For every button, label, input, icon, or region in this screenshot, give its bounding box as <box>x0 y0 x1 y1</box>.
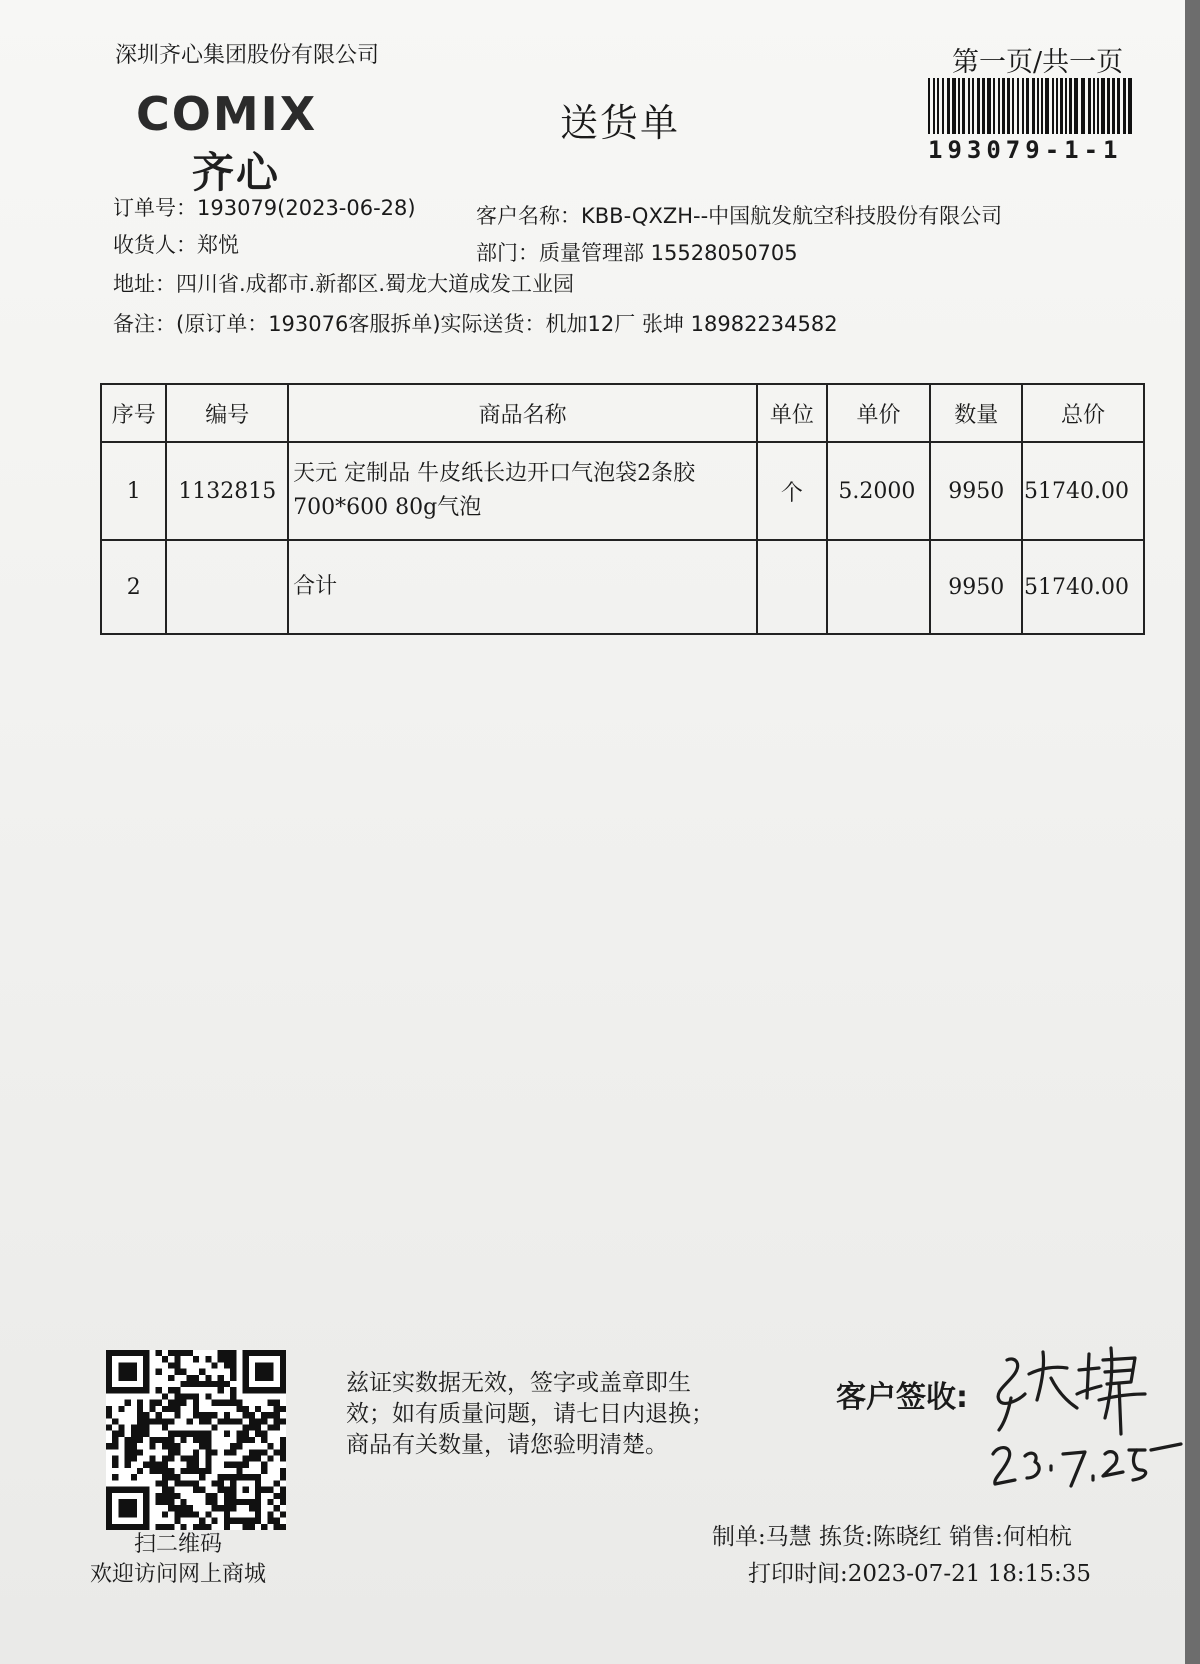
qr-caption-line2: 欢迎访问网上商城 <box>90 1562 267 1587</box>
order-number: 订单号：193079(2023-06-28) <box>113 196 416 220</box>
cell-qty: 9950 <box>930 540 1022 634</box>
cell-code: 1132815 <box>166 442 288 540</box>
notice-line1: 兹证实数据无效，签字或盖章即生 <box>346 1370 691 1396</box>
qr-code-icon <box>106 1350 286 1530</box>
table-row <box>101 442 1144 540</box>
address: 地址：四川省.成都市.新都区.蜀龙大道成发工业园 <box>113 272 575 296</box>
barcode-number: 193079-1-1 <box>928 136 1123 164</box>
customer-sign-label: 客户签收: <box>836 1380 968 1415</box>
col-code: 编号 <box>166 384 288 442</box>
cell-name-line1: 天元 定制品 牛皮纸长边开口气泡袋2条胶 <box>293 461 696 486</box>
cell-total: 51740.00 <box>1022 540 1144 634</box>
cell-name <box>288 442 757 540</box>
department: 部门：质量管理部 15528050705 <box>476 241 798 265</box>
col-seq: 序号 <box>101 384 166 442</box>
customer-name: 客户名称：KBB-QXZH--中国航发航空科技股份有限公司 <box>476 204 1003 228</box>
staff-info: 制单:马慧 拣货:陈晓红 销售:何柏杭 <box>712 1524 1072 1550</box>
cell-price <box>827 540 931 634</box>
cell-unit: 个 <box>757 442 826 540</box>
print-time: 打印时间:2023-07-21 18:15:35 <box>748 1561 1091 1587</box>
document-title: 送货单 <box>560 101 681 145</box>
company-name: 深圳齐心集团股份有限公司 <box>115 43 380 68</box>
barcode <box>928 78 1138 134</box>
cell-qty: 9950 <box>930 442 1022 540</box>
qr-caption-line1: 扫二维码 <box>134 1532 223 1557</box>
remark: 备注：(原订单：193076客服拆单)实际送货：机加12厂 张坤 18982234582 <box>113 312 838 336</box>
cell-total: 51740.00 <box>1022 442 1144 540</box>
cell-code <box>166 540 288 634</box>
notice-text <box>346 1368 714 1461</box>
cell-seq: 1 <box>101 442 166 540</box>
cell-name-line2: 700*600 80g气泡 <box>293 495 482 520</box>
page-indicator: 第一页/共一页 <box>952 47 1124 78</box>
col-name: 商品名称 <box>288 384 757 442</box>
cell-price: 5.2000 <box>827 442 931 540</box>
table-row <box>101 540 1144 634</box>
col-qty: 数量 <box>930 384 1022 442</box>
receiver: 收货人：郑悦 <box>113 233 239 257</box>
table-header-row <box>101 384 1144 442</box>
handwritten-signature <box>985 1338 1185 1528</box>
logo-text-cn: 齐心 <box>192 148 281 197</box>
cell-name-line1: 合计 <box>293 574 338 599</box>
qr-caption <box>90 1530 266 1590</box>
cell-unit <box>757 540 826 634</box>
col-unit: 单位 <box>757 384 826 442</box>
notice-line2: 效；如有质量问题，请七日内退换； <box>346 1401 714 1427</box>
svg-text:COMIX: COMIX <box>136 90 318 140</box>
col-total: 总价 <box>1022 384 1144 442</box>
items-table <box>100 383 1145 635</box>
notice-line3: 商品有关数量，请您验明清楚。 <box>346 1432 668 1458</box>
col-price: 单价 <box>827 384 931 442</box>
cell-name <box>288 540 757 634</box>
cell-seq: 2 <box>101 540 166 634</box>
logo-text-en <box>136 90 336 140</box>
comix-logo <box>136 90 336 197</box>
